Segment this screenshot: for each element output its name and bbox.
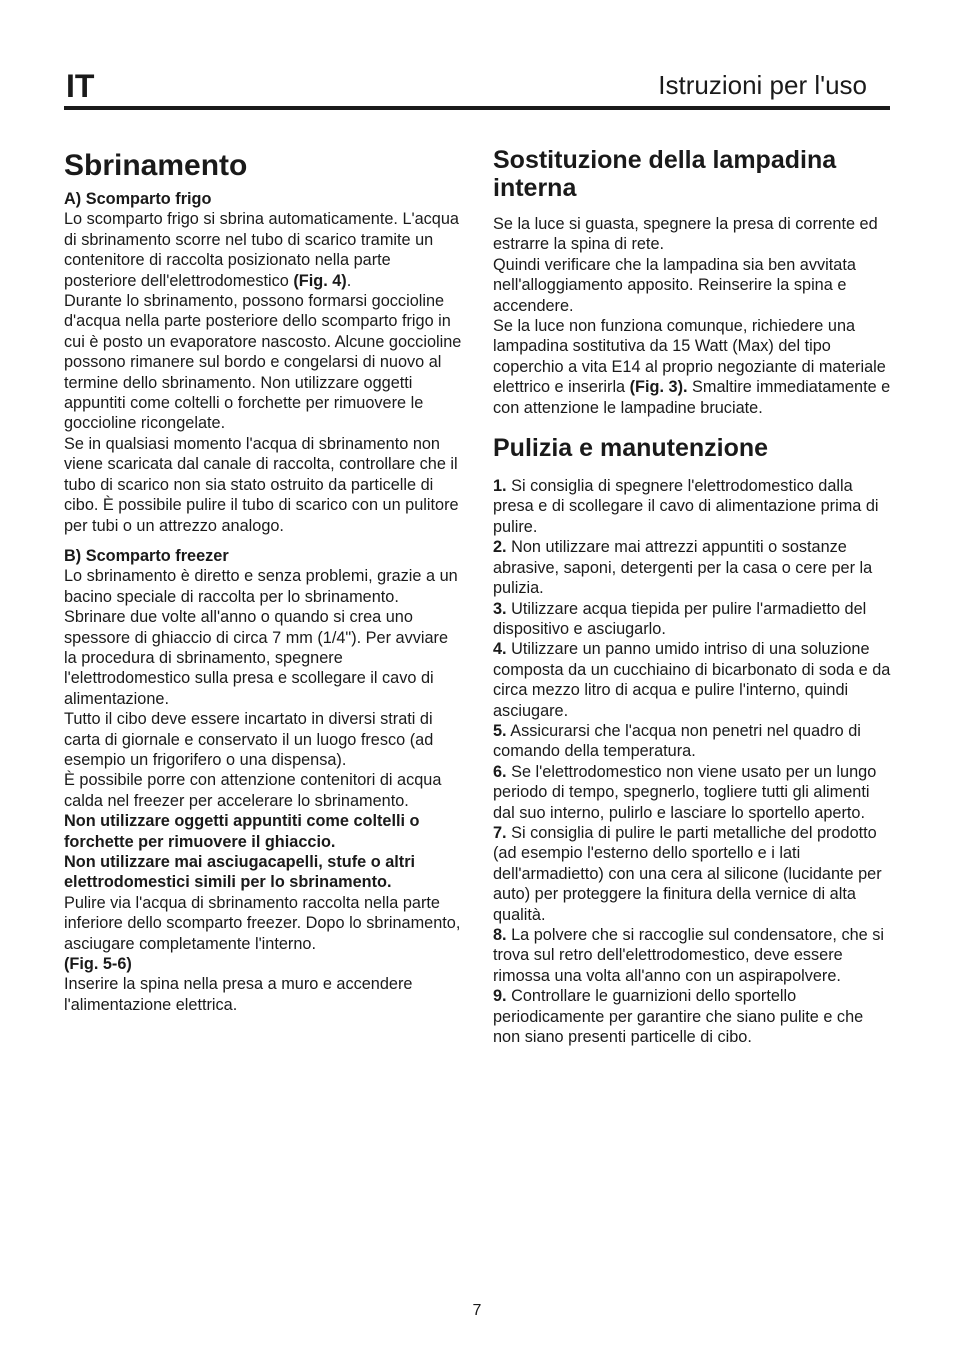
- left-column: [64, 140, 464, 1015]
- paragraph: Sbrinare due volte all'anno o quando si crea uno spessore di ghiaccio di circa 7 mm (1/4"). Per avviare la procedura di sbrinamento, spegnere l'elettrodomestico sulla presa e scollegare il cavo di alimentazione.: [64, 608, 449, 708]
- item-text: Se l'elettrodomestico non viene usato per un lungo periodo di tempo, spegnerlo, togliere tutti gli alimenti dal suo interno, pulirlo e lasciare lo sportello aperto.: [493, 762, 877, 822]
- paragraph: Durante lo sbrinamento, possono formarsi goccioline d'acqua nella parte posteriore dello scomparto frigo in cui è posto un evaporatore nascosto. Alcune goccioline possono rimanere sul bordo e congelarsi di nuovo al termine dello sbrinamento. Non utilizzare oggetti appuntiti come coltelli o forchette per rimuovere le goccioline ricongelate.: [64, 292, 462, 433]
- warning-text: [64, 811, 464, 852]
- page-number: 7: [472, 1302, 482, 1319]
- list-item: [493, 721, 893, 762]
- section-heading-lamp: Sostituzione della lampadina interna: [493, 146, 837, 202]
- text: Se la luce non funziona comunque, richiedere una lampadina sostitutiva da 15 Watt (Max) del tipo coperchio a vita E14 al proprio negoziante di materiale elettrico e inserirla: [493, 317, 886, 397]
- language-code: IT: [66, 68, 95, 104]
- item-text: Assicurarsi che l'acqua non penetri nel quadro di comando della temperatura.: [493, 721, 861, 761]
- list-item: [493, 986, 893, 1047]
- warning-bold: Non utilizzare oggetti appuntiti come coltelli o forchette per rimuovere il ghiaccio.: [64, 812, 420, 851]
- item-number: 2.: [493, 538, 507, 557]
- figure-reference: (Fig. 4): [293, 271, 347, 290]
- item-number: 1.: [493, 477, 507, 496]
- item-number: 7.: [493, 823, 507, 842]
- item-text: La polvere che si raccoglie sul condensatore, che si trova sul retro dell'elettrodomestico, deve essere rimossa una volta all'anno con un aspirapolvere.: [493, 926, 884, 985]
- header-divider: [64, 106, 890, 110]
- warning-text: [64, 852, 464, 893]
- item-number: 6.: [493, 762, 507, 781]
- item-text: Utilizzare acqua tiepida per pulire l'armadietto del dispositivo e asciugarlo.: [493, 599, 867, 638]
- paragraph: È possibile porre con attenzione contenitori di acqua calda nel freezer per accelerare lo sbrinamento.: [64, 771, 442, 810]
- figure-reference: (Fig. 3).: [629, 378, 688, 397]
- text: .: [346, 271, 352, 290]
- paragraph: [64, 209, 464, 291]
- subheading-fridge: A) Scomparto frigo: [64, 190, 212, 208]
- list-item: [493, 537, 893, 598]
- item-text: Si consiglia di pulire le parti metalliche del prodotto (ad esempio l'esterno dello sportello e i lati dell'armadietto) con una cera al silicone (lucidante per auto) per proteggere la finitura della vernice di alta qualità.: [493, 823, 882, 924]
- text: Smaltire immediatamente e con attenzione le lampadine bruciate.: [493, 378, 891, 417]
- item-number: 3.: [493, 599, 507, 618]
- item-number: 8.: [493, 926, 507, 944]
- paragraph: Pulire via l'acqua di sbrinamento raccolta nella parte inferiore dello scomparto freezer. Dopo lo sbrinamento, asciugare completamente l'interno.: [64, 893, 461, 953]
- section-heading-cleaning: Pulizia e manutenzione: [493, 434, 769, 463]
- list-item: [493, 762, 893, 823]
- paragraph: Se in qualsiasi momento l'acqua di sbrinamento non viene scaricata dal canale di raccolta, controllare che il tubo di scarico non sia stato ostruito da particelle di cibo. È possibile pulire il tubo di scarico con un pulitore per tubi o un attrezzo analogo.: [64, 434, 459, 535]
- subheading-freezer: B) Scomparto freezer: [64, 546, 229, 565]
- figure-reference: (Fig. 5-6): [64, 955, 132, 974]
- list-item: [493, 476, 893, 537]
- item-text: Si consiglia di spegnere l'elettrodomestico dalla presa e di scollegare il cavo di alimentazione prima di pulire.: [493, 477, 879, 536]
- item-number: 4.: [493, 640, 507, 659]
- item-number: 9.: [493, 987, 507, 1006]
- paragraph: [493, 316, 893, 418]
- list-item: [493, 599, 893, 640]
- right-column: [493, 140, 893, 1047]
- list-item: [493, 639, 893, 721]
- paragraph: Lo sbrinamento è diretto e senza problemi, grazie a un bacino speciale di raccolta per lo sbrinamento.: [64, 567, 458, 606]
- text: Lo scomparto frigo si sbrina automaticamente. L'acqua di sbrinamento scorre nel tubo di scarico tramite un contenitore di raccolta posizionato nella parte posteriore dell'elettrodomestico: [64, 210, 459, 290]
- figure-reference-line: [64, 954, 464, 974]
- item-text: Controllare le guarnizioni dello sportello periodicamente per garantire che siano pulite e che non siano presenti particelle di cibo.: [493, 987, 864, 1047]
- paragraph: Se la luce si guasta, spegnere la presa di corrente ed estrarre la spina di rete.: [493, 215, 878, 254]
- item-text: Utilizzare un panno umido intriso di una soluzione composta da un cucchiaino di bicarbonato di soda e da circa mezzo litro di acqua e pulire l'interno, quindi asciugare.: [493, 640, 891, 720]
- warning-bold: Non utilizzare mai asciugacapelli, stufe o altri elettrodomestici simili per lo sbrinamento.: [64, 853, 416, 892]
- paragraph: Quindi verificare che la lampadina sia ben avvitata nell'alloggiamento apposito. Reinserire la spina e accendere.: [493, 255, 856, 315]
- paragraph: Tutto il cibo deve essere incartato in diversi strati di carta di giornale e conservato il un luogo fresco (ad esempio un frigorifero o una dispensa).: [64, 710, 434, 769]
- manual-title: Istruzioni per l'uso: [658, 70, 867, 100]
- item-number: 5.: [493, 721, 507, 740]
- section-heading-defrost: Sbrinamento: [64, 149, 248, 182]
- list-item: [493, 925, 893, 986]
- paragraph: Inserire la spina nella presa a muro e accendere l'alimentazione elettrica.: [64, 975, 413, 1014]
- item-text: Non utilizzare mai attrezzi appuntiti o sostanze abrasive, saponi, detergenti per la casa o cere per la pulizia.: [493, 538, 873, 598]
- list-item: [493, 823, 893, 925]
